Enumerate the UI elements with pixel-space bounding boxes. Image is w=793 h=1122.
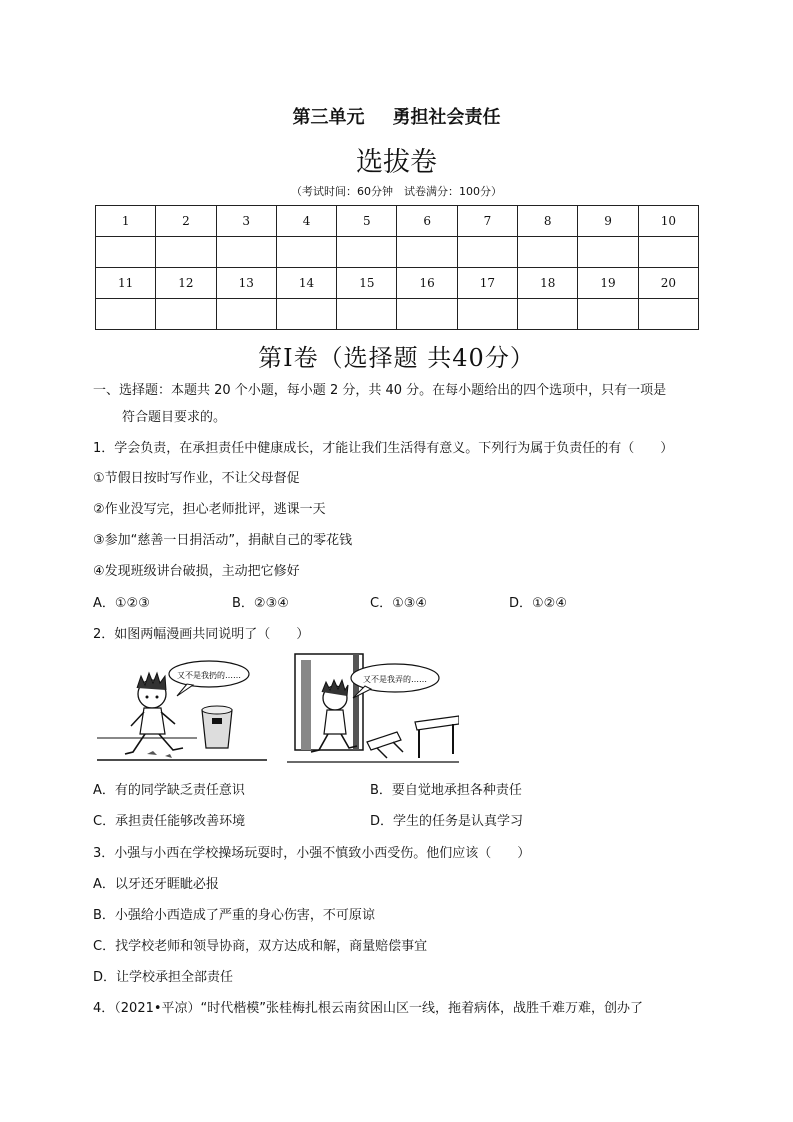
question-2-option-b[interactable]: B．要自觉地承担各种责任: [370, 783, 522, 798]
question-1-option-d[interactable]: D．①②④: [509, 596, 567, 611]
answer-cell-blank[interactable]: [216, 237, 276, 268]
question-1-option-a[interactable]: A．①②③: [93, 596, 150, 611]
answer-cell-blank[interactable]: [337, 299, 397, 330]
answer-cell-number: 9: [578, 206, 638, 237]
answer-cell-number: 3: [216, 206, 276, 237]
answer-cell-number: 18: [518, 268, 578, 299]
unit-number: 第三单元: [292, 107, 365, 128]
question-1-item: ④发现班级讲台破损，主动把它修好: [93, 564, 300, 579]
answer-table-number-row: [96, 206, 699, 237]
answer-table-number-row: [96, 268, 699, 299]
answer-cell-number: 11: [96, 268, 156, 299]
answer-cell-blank[interactable]: [96, 299, 156, 330]
question-4-stem: 4．（2021•平凉）“时代楷模”张桂梅扎根云南贫困山区一线，拖着病体，战胜千难万难，创办了: [93, 1001, 643, 1016]
question-3-option-d[interactable]: D．让学校承担全部责任: [93, 970, 234, 985]
cartoon-right-panel: [287, 654, 459, 762]
answer-cell-blank[interactable]: [216, 299, 276, 330]
answer-cell-blank[interactable]: [276, 237, 336, 268]
answer-cell-blank[interactable]: [518, 237, 578, 268]
answer-cell-blank[interactable]: [276, 299, 336, 330]
answer-cell-blank[interactable]: [337, 237, 397, 268]
cartoon-illustration: [97, 652, 459, 764]
question-1-option-c[interactable]: C．①③④: [370, 596, 428, 611]
question-1-item: ②作业没写完，担心老师批评，逃课一天: [93, 502, 326, 517]
cartoon-left-panel: [97, 661, 267, 760]
question-1-option-b[interactable]: B．②③④: [232, 596, 289, 611]
answer-cell-number: 2: [156, 206, 216, 237]
answer-table-blank-row: [96, 237, 699, 268]
question-3-stem: 3．小强与小西在学校操场玩耍时，小强不慎致小西受伤。他们应该（ ）: [93, 846, 531, 861]
answer-cell-blank[interactable]: [457, 299, 517, 330]
answer-cell-blank[interactable]: [457, 237, 517, 268]
question-3-option-c[interactable]: C．找学校老师和领导协商，双方达成和解，商量赔偿事宜: [93, 939, 428, 954]
unit-subtitle: 勇担社会责任: [392, 107, 501, 128]
question-2-option-a[interactable]: A．有的同学缺乏责任意识: [93, 783, 245, 798]
question-1-item: ①节假日按时写作业，不让父母督促: [93, 471, 300, 486]
speech-bubble-right: 又不是我弄的……: [363, 675, 427, 684]
answer-cell-number: 4: [276, 206, 336, 237]
unit-title: [0, 103, 793, 129]
answer-cell-number: 5: [337, 206, 397, 237]
answer-cell-number: 7: [457, 206, 517, 237]
answer-cell-number: 16: [397, 268, 457, 299]
answer-cell-number: 8: [518, 206, 578, 237]
answer-cell-blank[interactable]: [518, 299, 578, 330]
instruction-line: 符合题目要求的。: [122, 410, 227, 425]
answer-cell-blank[interactable]: [397, 237, 457, 268]
answer-cell-number: 14: [276, 268, 336, 299]
question-3-option-b[interactable]: B．小强给小西造成了严重的身心伤害，不可原谅: [93, 908, 375, 923]
answer-cell-number: 17: [457, 268, 517, 299]
speech-bubble-left: 又不是我扔的……: [177, 671, 241, 680]
question-3-option-a[interactable]: A．以牙还牙睚眦必报: [93, 877, 219, 892]
answer-cell-blank[interactable]: [638, 299, 698, 330]
question-2-stem: 2．如图两幅漫画共同说明了（ ）: [93, 627, 310, 642]
question-2-option-d[interactable]: D．学生的任务是认真学习: [370, 814, 524, 829]
answer-cell-blank[interactable]: [638, 237, 698, 268]
answer-cell-number: 1: [96, 206, 156, 237]
answer-cell-number: 20: [638, 268, 698, 299]
paper-type-title: 选拔卷: [356, 147, 437, 178]
answer-cell-blank[interactable]: [156, 237, 216, 268]
answer-cell-blank[interactable]: [578, 237, 638, 268]
section-title: 第Ⅰ卷（选择题 共40分）: [258, 344, 535, 372]
question-1-stem: 1．学会负责，在承担责任中健康成长，才能让我们生活得有意义。下列行为属于负责任的有（ ）: [93, 441, 674, 456]
answer-cell-blank[interactable]: [96, 237, 156, 268]
answer-table: [95, 205, 699, 330]
instruction-line: 一、选择题：本题共 20 个小题，每小题 2 分，共 40 分。在每小题给出的四个选项中，只有一项是: [93, 383, 667, 398]
answer-cell-number: 19: [578, 268, 638, 299]
answer-cell-number: 13: [216, 268, 276, 299]
exam-info: （考试时间：60分钟 试卷满分：100分）: [291, 185, 502, 198]
question-2-option-c[interactable]: C．承担责任能够改善环境: [93, 814, 246, 829]
answer-cell-blank[interactable]: [397, 299, 457, 330]
answer-cell-number: 15: [337, 268, 397, 299]
answer-cell-number: 12: [156, 268, 216, 299]
answer-cell-blank[interactable]: [156, 299, 216, 330]
answer-cell-number: 10: [638, 206, 698, 237]
answer-cell-blank[interactable]: [578, 299, 638, 330]
answer-cell-number: 6: [397, 206, 457, 237]
answer-table-blank-row: [96, 299, 699, 330]
question-1-item: ③参加“慈善一日捐活动”，捐献自己的零花钱: [93, 533, 353, 548]
